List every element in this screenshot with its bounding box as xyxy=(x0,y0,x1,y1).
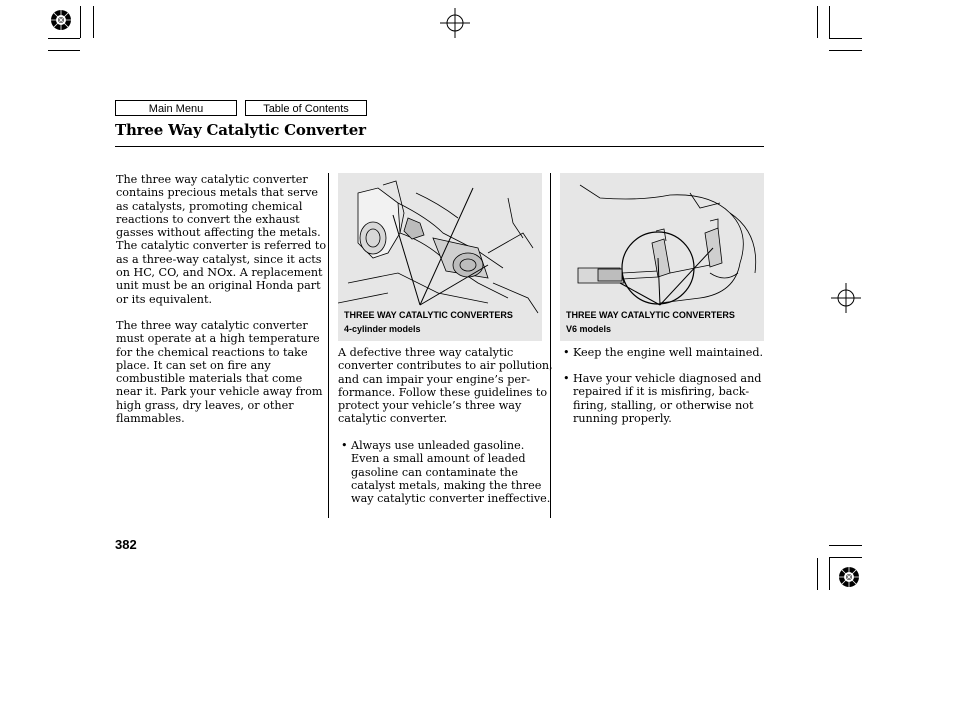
intro-paragraph: The three way catalytic converter contains precious metals that serve as catalysts, promoting chemical reactions to convert the exhaust gasses without affecting the metals. The catalytic converter is referred to as a three-way catalyst, since it acts on HC, CO, and NOx. A replacement unit must be an original Honda part or its equivalent. xyxy=(116,173,327,306)
table-of-contents-button[interactable]: Table of Contents xyxy=(245,100,367,116)
page-title: Three Way Catalytic Converter xyxy=(115,121,366,139)
page-number: 382 xyxy=(115,537,137,552)
figure-4cyl-caption-title: THREE WAY CATALYTIC CONVERTERS xyxy=(344,310,513,320)
bullet-unleaded-gasoline: • Always use unleaded gasoline. Even a small amount of leaded gasoline can contaminate the catalyst metals, making the three way catalytic converter ineffective. xyxy=(341,439,551,506)
bullet-dot: • xyxy=(341,439,348,452)
bullet-engine-maintained: • Keep the engine well maintained. xyxy=(563,346,764,359)
guidelines-paragraph: A defective three way catalytic converter contributes to air pollution, and can impair your engine’s per- formance. Follow these guidelines to protect your vehicle’s three way catalytic converter. xyxy=(338,346,553,426)
bullet-diagnose-misfiring: • Have your vehicle diagnosed and repaired if it is misfiring, back- firing, stalling, or otherwise not running properly. xyxy=(563,372,762,425)
title-divider xyxy=(115,146,764,147)
bullet-dot: • xyxy=(563,346,570,359)
temperature-paragraph: The three way catalytic converter must operate at a high temperature for the chemical reactions to take place. It can set on fire any combustible materials that come near it. Park your vehicle away from high grass, dry leaves, or other flammables. xyxy=(116,319,323,426)
figure-v6-caption-title: THREE WAY CATALYTIC CONVERTERS xyxy=(566,310,735,320)
figure-4cyl-caption-subtitle: 4-cylinder models xyxy=(344,324,421,334)
bullet-dot: • xyxy=(563,372,570,385)
figure-v6-caption-subtitle: V6 models xyxy=(566,324,612,334)
main-menu-button[interactable]: Main Menu xyxy=(115,100,237,116)
column-divider-left xyxy=(328,173,329,518)
